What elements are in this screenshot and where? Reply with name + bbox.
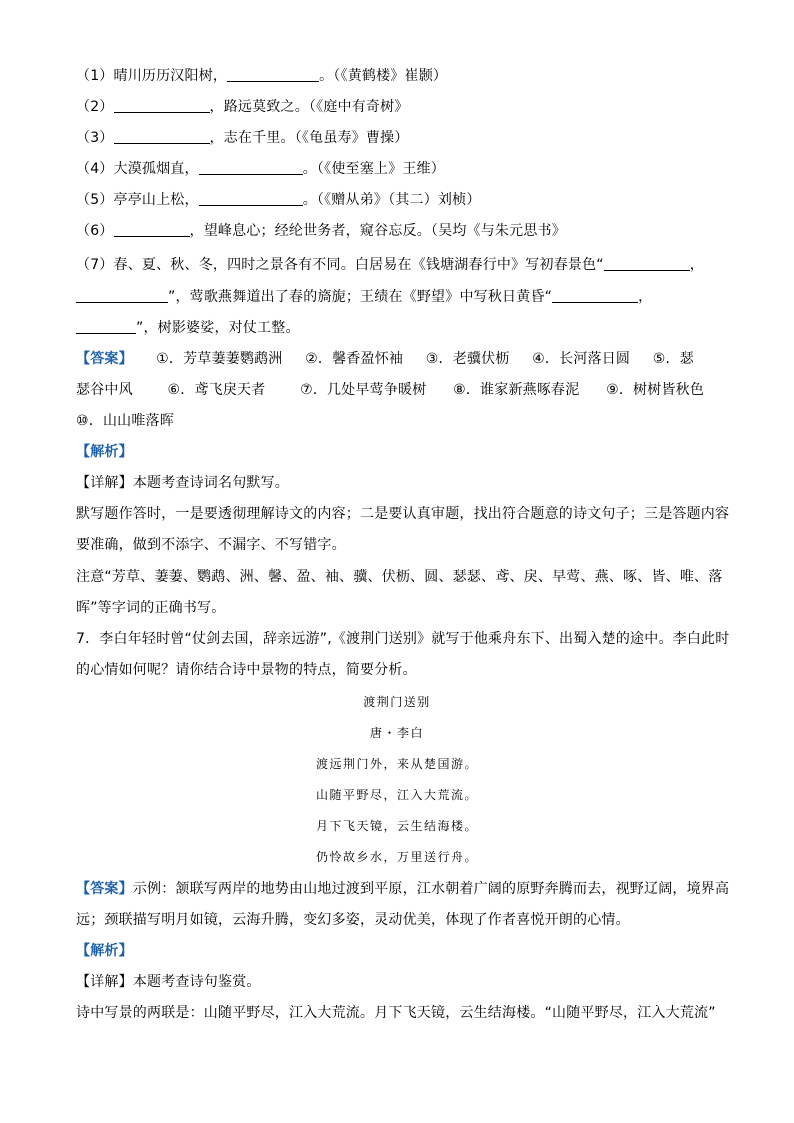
detail-text: 本题考查诗句鉴赏。 [132,974,261,990]
answer-item: 瑟谷中风 [76,382,133,398]
answer-blank [199,191,303,206]
q6-line-5-post: 。（《赠从弟》（其二）刘桢） [302,192,481,208]
q6-line-2 [76,97,409,117]
answer-item: ②．馨香盈怀袖 [305,351,404,367]
answer-item: ③．老骥伏枥 [425,351,510,367]
q7-line-1: 7．李白年轻时曾“仗剑去国，辞亲远游”,《渡荆门送别》就写于他乘舟东下、出蜀入楚的途中。李白此时 [76,631,730,647]
q7-line-2: 的心情如何呢？请你结合诗中景物的特点，简要分析。 [76,662,417,678]
analysis6-para1-line2: 要准确，做到不添字、不漏字、不写错字。 [76,537,346,553]
answer6-row-3 [76,411,174,431]
answer-blank [76,319,136,334]
detail-text: 本题考查诗词名句默写。 [132,475,290,491]
analysis6-detail [76,473,289,493]
answer7-line-2: 远；颈联描写明月如镜，云海升腾，变幻多姿，灵动优美，体现了作者喜悦开朗的心情。 [76,912,630,928]
analysis6-para2-line1: 注意“芳草、萋萋、鹦鹉、洲、馨、盈、袖、骥、伏枥、圆、瑟瑟、鸢、戾、早莺、燕、啄、皆、唯、落 [76,569,723,585]
answer-blank [114,222,190,237]
answer-label: 【答案】 [76,881,133,897]
analysis6-para2-line2: 晖”等字词的正确书写。 [76,600,226,616]
answer-item: ⑩．山山唯落晖 [76,413,174,429]
q6-line-6-post: ，望峰息心；经纶世务者，窥谷忘反。（吴均《与朱元思书》 [189,223,566,239]
answer-blank [552,288,638,303]
poem-author: 唐・李白 [369,726,424,740]
q6-line-1-post: 。（《黄鹤楼》崔颢） [319,68,448,84]
analysis-label: 【解析】 [76,943,133,959]
answer-item: ⑥．鸢飞戾天者 [167,382,266,398]
q6-line-6-pre: （6） [76,223,114,239]
answer7-text-1: 示例：颔联写两岸的地势由山地过渡到平原，江水朝着广阔的原野奔腾而去，视野辽阔，境界高 [132,881,730,897]
poem-line: 渡远荆门外，来从楚国游。 [315,757,478,771]
answer-item: ④．长河落日圆 [532,351,631,367]
analysis7-detail [76,972,261,992]
q6-line-7b [76,287,652,307]
poem-line: 仍怜故乡水，万里送行舟。 [315,850,478,864]
q6-line-5 [76,190,481,210]
q6-line-7a-post: ， [689,257,704,273]
answer-blank [227,67,319,82]
answer7-line-1 [76,879,729,899]
analysis6-para1-line1: 默写题作答时，一是要透彻理解诗文的内容；二是要认真审题，找出符合题意的诗文句子；三是答题内容 [76,506,730,522]
answer-item: ⑤．瑟 [652,351,694,367]
answer6-row-1 [76,349,694,369]
q6-line-7a-pre: （7）春、夏、秋、冬，四时之景各有不同。白居易在《钱塘湖春行中》写初春景色“ [76,257,604,273]
poem-title: 渡荆门送别 [363,695,431,709]
q6-line-3-pre: （3） [76,130,114,146]
analysis7-para1: 诗中写景的两联是：山随平野尽，江入大荒流。月下飞天镜，云生结海楼。“山随平野尽，江入大荒流” [76,1005,716,1021]
detail-label: 【详解】 [76,475,133,491]
q6-line-7c-text: ”，树影婆娑，对仗工整。 [136,320,300,336]
q6-line-2-pre: （2） [76,99,114,115]
answer-item: ⑧．谁家新燕啄春泥 [453,382,580,398]
answer-item: ⑦．几处早莺争暖树 [300,382,427,398]
q6-line-2-post: ，路远莫致之。（《庭中有奇树》 [209,99,409,115]
analysis6-label [76,442,133,462]
q6-line-7c [76,318,300,338]
q6-line-5-pre: （5）亭亭山上松， [76,192,199,208]
poem-line: 山随平野尽，江入大荒流。 [315,788,478,802]
q6-line-4 [76,159,445,179]
q6-line-3-post: ，志在千里。（《龟虽寿》曹操） [209,130,409,146]
q6-line-6 [76,221,566,241]
detail-label: 【详解】 [76,974,133,990]
answer-label: 【答案】 [76,351,133,367]
answer6-row-2 [76,380,704,400]
q6-line-1-pre: （1）晴川历历汉阳树， [76,68,228,84]
q6-line-7b-text: ”，莺歌燕舞道出了春的旖旎；王绩在《野望》中写秋日黄昏“ [168,289,553,305]
answer-blank [604,256,690,271]
q6-line-3 [76,128,409,148]
q6-line-1 [76,66,447,86]
poem-line: 月下飞天镜，云生结海楼。 [315,819,478,833]
answer-item: ⑨．树树皆秋色 [606,382,705,398]
answer-blank [199,160,303,175]
answer-blank [114,98,210,113]
answer-blank [114,129,210,144]
q6-line-7a [76,255,704,275]
answer-item: ①．芳草萋萋鹦鹉洲 [156,351,283,367]
analysis7-label [76,941,133,961]
q6-line-7b-end: ， [638,289,653,305]
analysis-label: 【解析】 [76,444,133,460]
answer-blank [76,288,168,303]
q6-line-4-pre: （4）大漠孤烟直， [76,161,199,177]
q6-line-4-post: 。（《使至塞上》王维） [302,161,445,177]
